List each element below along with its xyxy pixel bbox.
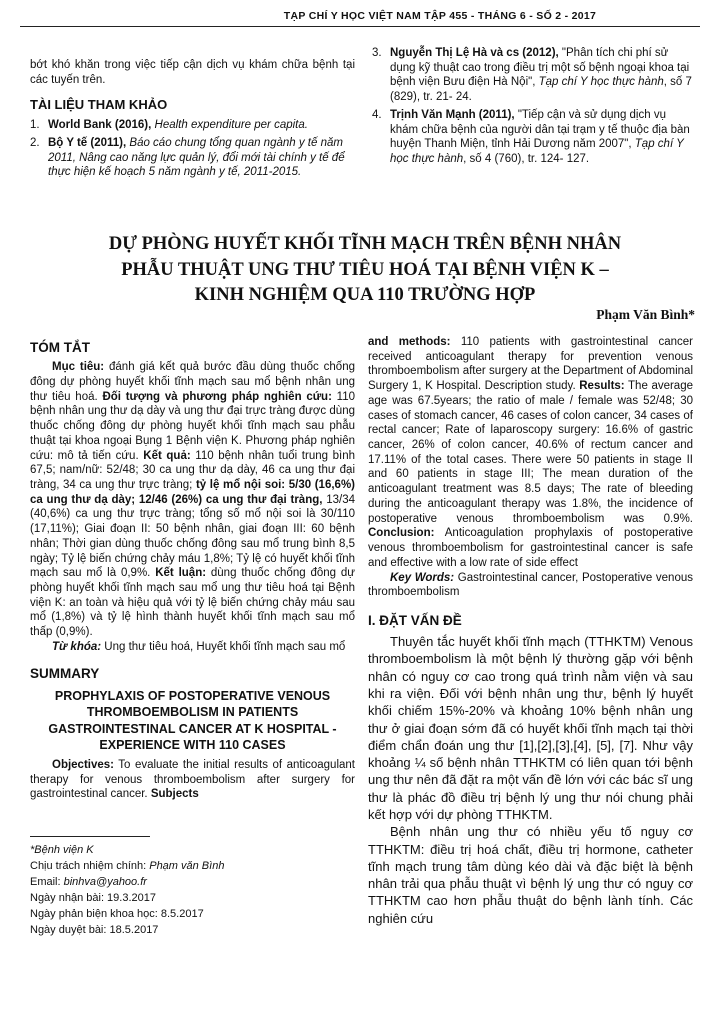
abstract-vn-heading: TÓM TẮT (30, 340, 90, 355)
reference-author: Nguyễn Thị Lệ Hà và cs (2012), (390, 47, 559, 59)
reference-title: "Tiếp cận và sử dụng dịch vụ khám chữa bệnh của người dân tại trạm y tế thuộc địa bàn huyện Thanh Miện, tỉnh Hải Dương năm 2007", (390, 108, 690, 151)
footnote-reviewed: Ngày phản biện khoa học: 8.5.2017 (30, 907, 204, 920)
reference-item (30, 118, 355, 133)
reference-source: , số 7 (829), tr. 21- 24. (390, 76, 692, 104)
journal-header: TẠP CHÍ Y HỌC VIỆT NAM TẬP 455 - THÁNG 6 - SỐ 2 - 2017 (283, 10, 597, 22)
summary-heading: SUMMARY (30, 665, 100, 681)
reference-author: Bộ Y tế (2011), (48, 136, 127, 149)
reference-author: Trịnh Văn Mạnh (2011), (390, 108, 515, 121)
footnote-rule (30, 836, 150, 837)
summary-keywords: Key Words: Gastrointestinal cancer, Postoperative venous thromboembolism (368, 571, 693, 599)
abstract-vn-body: Mục tiêu: đánh giá kết quả bước đầu dùng thuốc chống đông dự phòng huyết khối tĩnh mạch sau mổ bệnh nhân ung thư tiêu hoá. Đối tượng và phương pháp nghiên cứu: 110 bệnh nhân ung thư dạ dày và ung thư đại trực tràng được dùng thuốc chống đông dự phòng huyết khối tĩnh mạch sau phẫu thuật tại khoa ngoại Bụng 1 Bệnh viện K. Phương pháp nghiên cứu: mô tả tiến cứu. Kết quả: 110 bệnh nhân tuổi trung bình 67,5; nam/nữ: 52/48; 30 ca ung thư dạ dày, 46 ca ung thư đại tràng, 34 ca ung thư trực tràng; tỷ lệ mổ nội soi: 5/30 (16,6%) ca ung thư dạ dày; 12/46 (26%) ca ung thư đại tràng, 13/34 (40,6%) ca ung thư trực tràng; tổng số mổ nội soi là 30/110 (17,11%); Giai đoạn II: 50 bệnh nhân, giai đoạn III: 60 bệnh nhân; Thời gian dùng thuốc chống đông sau mổ trung bình 8,5 ngày; Tỷ lệ biến chứng chảy máu 1,8%; Tỷ lệ có huyết khối tĩnh mạch sau mổ là 0,9%. Kết luận: dùng thuốc chống đông dự phòng huyết khối tĩnh mạch sau mổ ung thư tiêu hoá tại Bệnh viện K: an toàn và hiệu quả với tỷ lệ biến chứng chảy máu sau mổ (1,8%) và tỷ lệ hình thành huyết khối tĩnh mạch sau mổ thấp (0,9%). (30, 361, 356, 639)
reference-source: , số 4 (760), tr. 124- 127. (463, 153, 590, 166)
reference-title: Báo cáo chung tổng quan ngành y tế năm 2011, Nâng cao năng lực quản lý, đổi mới tài chính y tế để thực hiện kế hoạch 5 năm ngành y tế, 2011-2015. (48, 136, 345, 179)
reference-number: 1. (30, 119, 40, 132)
title-line: PHẪU THUẬT UNG THƯ TIÊU HOÁ TẠI BỆNH VIỆN K – (121, 259, 609, 280)
reference-journal: Tạp chí Y học thực hành (538, 76, 664, 89)
left-column (30, 335, 355, 939)
reference-title: "Phân tích chi phí sử dụng kỹ thuật cao trong điều trị một số bệnh ngoại khoa tại bệnh viện Bưu điện Hà Nội", (390, 47, 690, 89)
intro-paragraph-2: Bệnh nhân ung thư có nhiều yếu tố nguy cơ TTHKTM: điều trị hoá chất, điều trị hormone, catheter tĩnh mạch trung tâm dùng kéo dài và đặc biệt là bệnh nhân trải qua phẫu thuật vì bệnh lý ung thư có nguy cơ TTHKTM cao hơn phẫu thuật do bệnh lành tính. Các nghiên cứu (368, 824, 693, 926)
reference-item (372, 46, 692, 105)
summary-title: PROPHYLAXIS OF POSTOPERATIVE VENOUS THROMBOEMBOLISM IN PATIENTS GASTROINTESTINAL CANCER AT K HOSPITAL - EXPERIENCE WITH 110 CASES (48, 688, 337, 753)
reference-title: Health expenditure per capita. (151, 119, 308, 132)
abstract-vn-keywords: Từ khóa: Ung thư tiêu hoá, Huyết khối tĩnh mạch sau mổ (52, 640, 346, 653)
title-line: DỰ PHÒNG HUYẾT KHỐI TĨNH MẠCH TRÊN BỆNH NHÂN (108, 234, 622, 254)
article-title (40, 232, 690, 309)
previous-article-left (30, 58, 355, 183)
intro-heading: I. ĐẶT VẤN ĐỀ (368, 612, 462, 628)
reference-number: 2. (30, 136, 40, 149)
intro-paragraph-1: Thuyên tắc huyết khối tĩnh mạch (TTHKTM) Venous thromboembolism là một bệnh lý thường gặp với bệnh nhân có nguy cơ cao trong quá trình nằm viện và sau khi ra viện. Đối với bệnh nhân ung thư, bệnh lý huyết khối chiếm 15%-20% và khoảng 10% bệnh nhân ung thư ở giai đoạn sớm đã có huyết khối tĩnh mạch tại thời điểm chẩn đoán ung thư [1],[2],[3],[4], [5], [7]. Như vậy khoảng ¼ số bệnh nhân TTHKTM có liên quan tới bệnh ung thư nên đã đặt ra một vấn đề lớn với các bác sĩ ung thư là phác đồ điều trị bệnh lý ung thư nói chung phải kết hợp với dự phòng TTHKTM. (368, 634, 693, 823)
reference-author: World Bank (2016), (48, 119, 152, 132)
references-heading: TÀI LIỆU THAM KHẢO (30, 97, 168, 113)
summary-body-start: Objectives: To evaluate the initial results of anticoagulant therapy for venous thromboembolism after surgery for gastrointestinal cancer. Subjects (30, 758, 355, 801)
footnote-affiliation: *Bệnh viện K (30, 844, 94, 857)
summary-body-continued: and methods: 110 patients with gastrointestinal cancer received anticoagulant therapy for prevention venous thromboembolism after surgery at the Department of Abdominal Surgery 1, K Hospital. Description study. Results: The average age was 67.5years; the ratio of male / female was 52/48; 30 cases of stomach cancer, 46 cases of colon cancer, 34 cases of rectal cancer; Rate of laparoscopy surgery: 16.6% of gastric cancer, 26% of colon cancer, 40.6% of rectum cancer and 17.11% of the total cases. There were 50 patients in stage II and 60 patients in stage III; The mean duration of the anticoagulant treatment was 8.5 days; The rate of bleeding during the anticoagulant therapy was 1.8%, the incidence of postoperative venous thromboembolism was 0.9%. Conclusion: Anticoagulation prophylaxis of postoperative venous thromboembolism for gastrointestinal cancer is safe and effective with a low rate of side effect (368, 336, 694, 569)
footnote-responsible: Chịu trách nhiệm chính: Phạm văn Bình (30, 860, 225, 872)
right-column (368, 335, 693, 927)
footnote-email: Email: binhva@yahoo.fr (30, 875, 147, 888)
footnote-received: Ngày nhận bài: 19.3.2017 (30, 891, 156, 904)
header-rule (20, 26, 700, 27)
reference-item (30, 136, 355, 180)
reference-journal: Tạp chí Y học thực hành (390, 138, 684, 166)
author-name: Phạm Văn Bình* (596, 307, 695, 322)
reference-number: 3. (372, 47, 382, 59)
previous-article-text: bớt khó khăn trong việc tiếp cận dịch vụ khám chữa bệnh tại các tuyến trên. (30, 59, 355, 86)
title-line: KINH NGHIỆM QUA 110 TRƯỜNG HỢP (194, 285, 536, 306)
intro-body (368, 633, 693, 927)
footnote (30, 843, 355, 939)
reference-item (372, 108, 692, 167)
footnote-accepted: Ngày duyệt bài: 18.5.2017 (30, 923, 159, 936)
previous-article-right (372, 46, 692, 170)
reference-number: 4. (372, 108, 382, 121)
